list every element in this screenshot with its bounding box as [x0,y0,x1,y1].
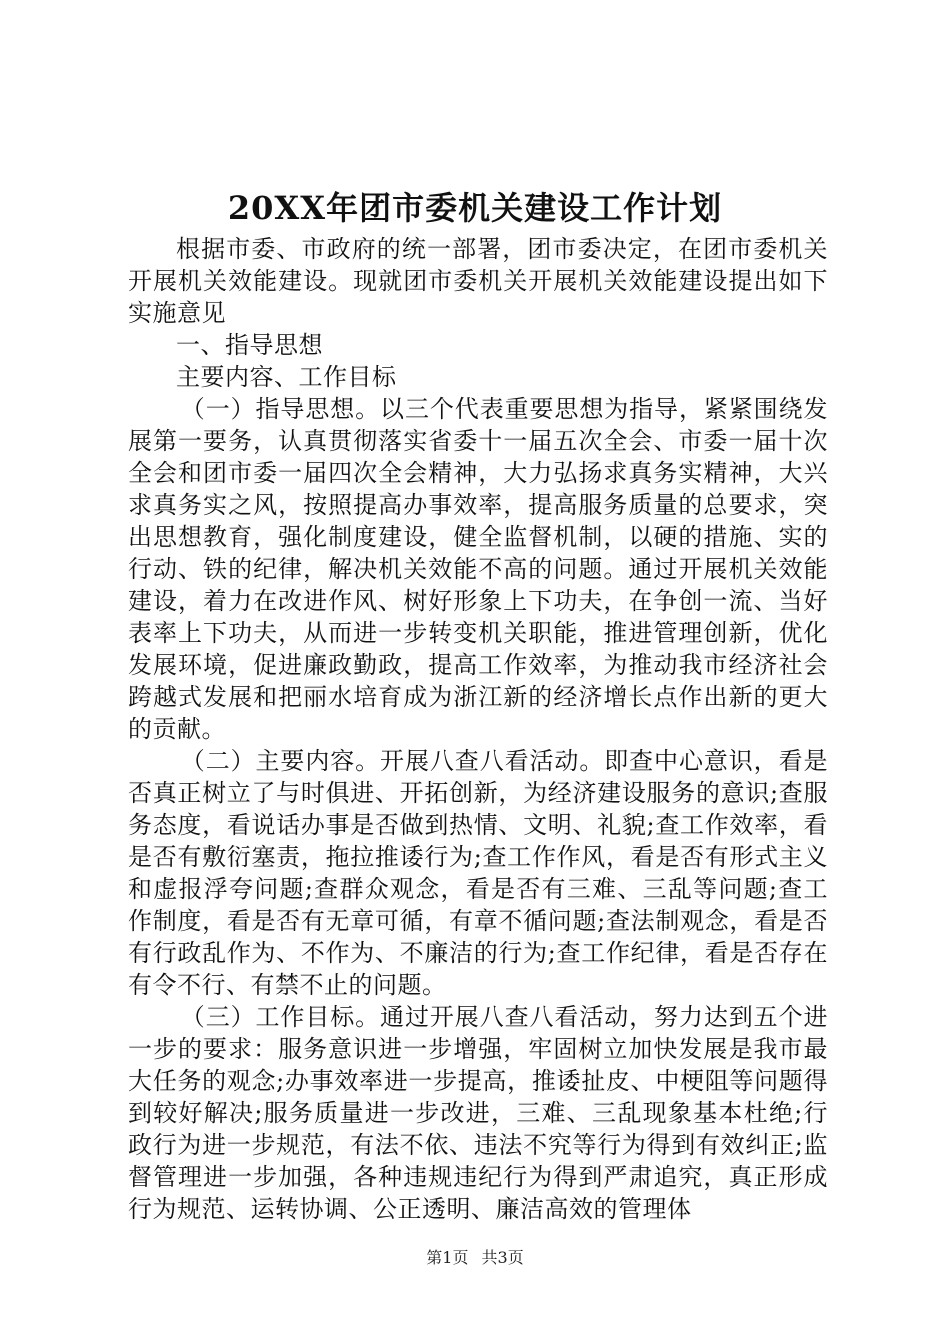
document-title: 20XX年团市委机关建设工作计划 [227,189,723,227]
paragraph-guiding-ideology: （一）指导思想。以三个代表重要思想为指导，紧紧围绕发展第一要务，认真贯彻落实省委十一届五次全会、市委一届十次全会和团市委一届四次全会精神，大力弘扬求真务实精神，大兴求真务实之风，按照提高办事效率，提高服务质量的总要求，突出思想教育，强化制度建设，健全监督机制，以硬的措施、实的行动、铁的纪律，解决机关效能不高的问题。通过开展机关效能建设，着力在改进作风、树好形象上下功夫，在争创一流、当好表率上下功夫，从而进一步转变机关职能，推进管理创新，优化发展环境，促进廉政勤政，提高工作效率，为推动我市经济社会跨越式发展和把丽水培育成为浙江新的经济增长点作出新的更大的贡献。 [128,395,828,743]
section-heading-guiding-ideology: 一、指导思想 [176,331,323,359]
section-heading-content-goals: 主要内容、工作目标 [176,363,397,391]
page-total: 共3页 [481,1248,524,1267]
document-body [128,233,828,1225]
intro-paragraph: 根据市委、市政府的统一部署，团市委决定，在团市委机关开展机关效能建设。现就团市委机关开展机关效能建设提出如下实施意见 [128,235,828,327]
paragraph-main-content: （二）主要内容。开展八查八看活动。即查中心意识，看是否真正树立了与时俱进、开拓创新，为经济建设服务的意识;查服务态度，看说话办事是否做到热情、文明、礼貌;查工作效率，看是否有敷衍塞责，拖拉推诿行为;查工作作风，看是否有形式主义和虚报浮夸问题;查群众观念，看是否有三难、三乱等问题;查工作制度，看是否有无章可循，有章不循问题;查法制观念，看是否有行政乱作为、不作为、不廉洁的行为;查工作纪律，看是否存在有令不行、有禁不止的问题。 [128,747,828,999]
page-footer [0,1248,950,1268]
page-number: 第1页 [426,1248,469,1267]
paragraph-work-goals: （三）工作目标。通过开展八查八看活动，努力达到五个进一步的要求：服务意识进一步增强，牢固树立加快发展是我市最大任务的观念;办事效率进一步提高，推诿扯皮、中梗阻等问题得到较好解决;服务质量进一步改进，三难、三乱现象基本杜绝;行政行为进一步规范，有法不依、违法不究等行为得到有效纠正;监督管理进一步加强，各种违规违纪行为得到严肃追究，真正形成行为规范、运转协调、公正透明、廉洁高效的管理体 [128,1003,828,1223]
